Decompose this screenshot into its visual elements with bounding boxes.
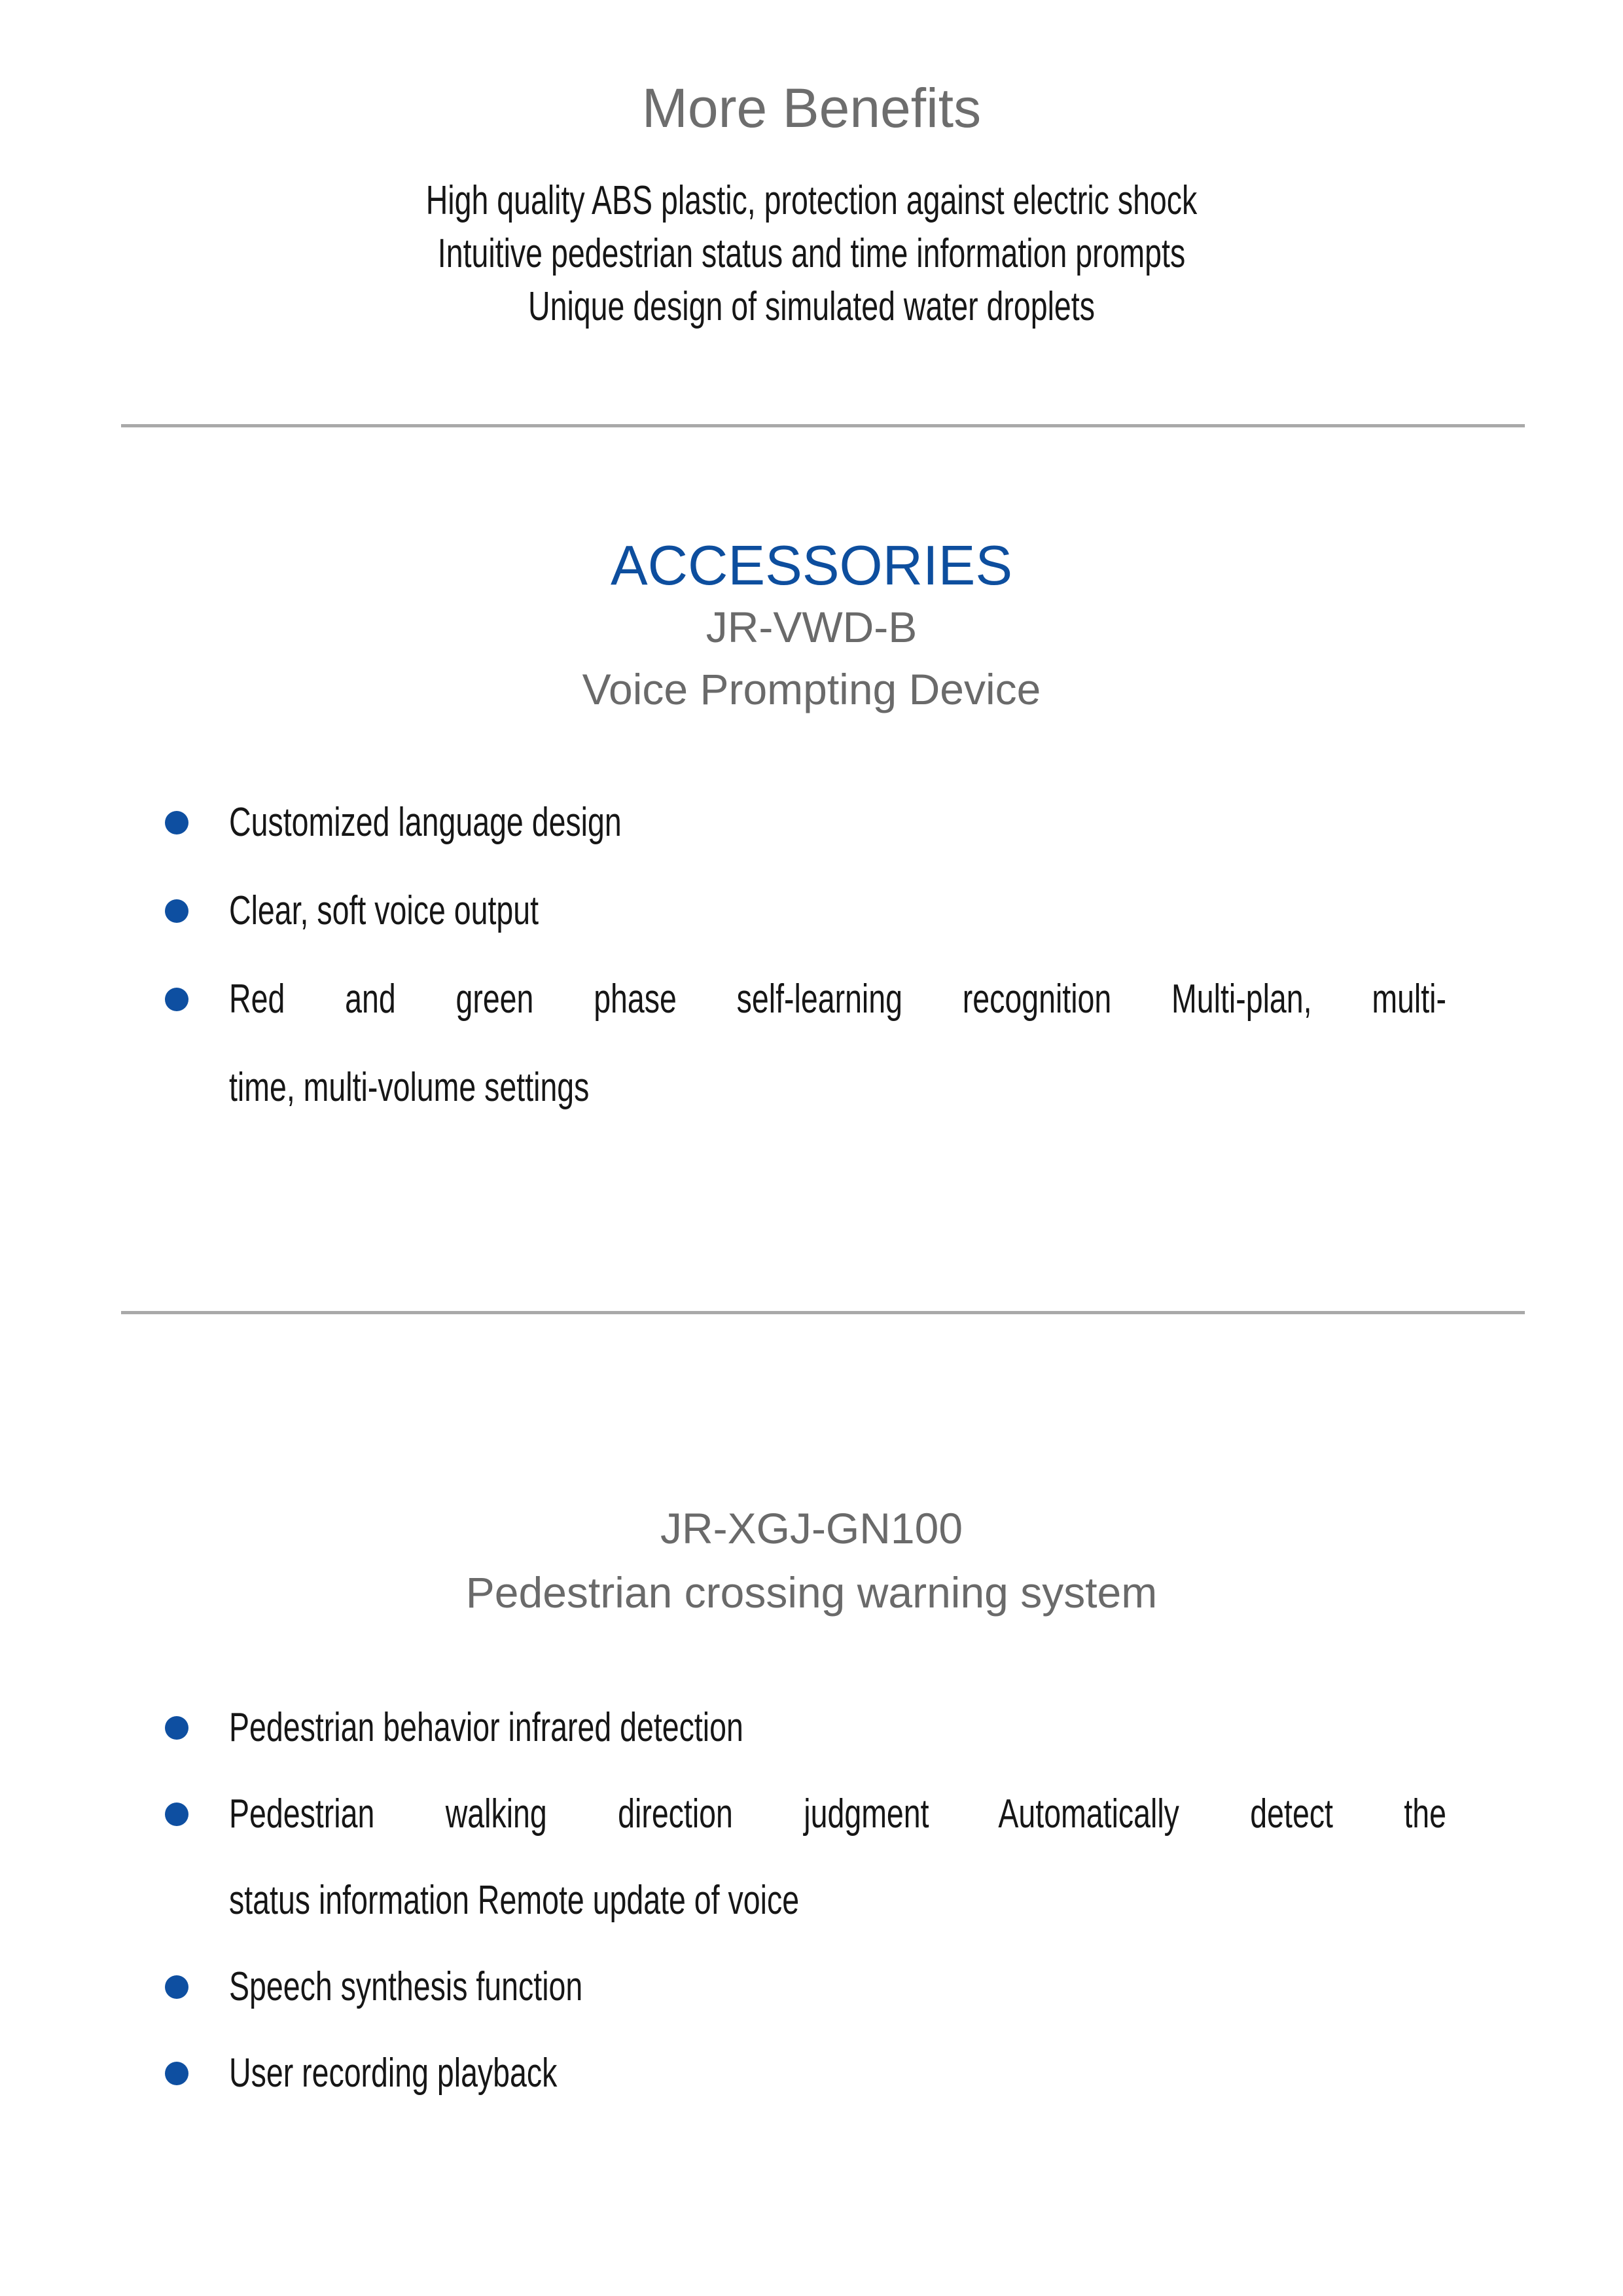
feature-line: Customized language design [229,800,622,845]
feature-line: Pedestrian behavior infrared detection [229,1705,743,1750]
device-name: Pedestrian crossing warning system [465,1568,1158,1617]
feature-item [165,955,1623,1132]
bullet-icon [165,811,188,834]
feature-item [165,778,1623,867]
feature-item [165,1771,1623,1944]
feature-line: time, multi-volume settings [229,1065,590,1110]
feature-line: Clear, soft voice output [229,888,539,933]
accessories-title: ACCESSORIES [610,535,1013,597]
feature-line: User recording playback [229,2051,558,2096]
feature-line: Speech synthesis function [229,1964,583,2009]
feature-item [165,1685,1623,1771]
feature-list-warning-system [165,1685,1623,2117]
feature-line: status information Remote update of voice [229,1878,800,1923]
bullet-icon [165,899,188,923]
model-number: JR-XGJ-GN100 [660,1504,963,1552]
feature-line: Pedestrian walking direction judgment Automatically detect the [229,1791,1446,1837]
feature-item [165,2030,1623,2117]
feature-item [165,1944,1623,2030]
device-name: Voice Prompting Device [582,665,1041,713]
section-divider [121,1311,1525,1314]
bullet-icon [165,988,188,1011]
benefit-line: Unique design of simulated water droplets [528,284,1095,329]
benefits-list [0,174,1623,333]
benefit-line: High quality ABS plastic, protection against electric shock [425,178,1198,223]
model-number: JR-VWD-B [705,603,918,651]
bullet-icon [165,1803,188,1826]
bullet-icon [165,1716,188,1740]
bullet-icon [165,1975,188,1999]
feature-line: Red and green phase self-learning recognition Multi-plan, multi- [229,977,1446,1022]
benefit-line: Intuitive pedestrian status and time information prompts [437,231,1186,276]
page-title: More Benefits [641,77,982,139]
bullet-icon [165,2062,188,2085]
feature-item [165,867,1623,955]
feature-list-voice-device [165,778,1623,1132]
section-divider [121,424,1525,427]
